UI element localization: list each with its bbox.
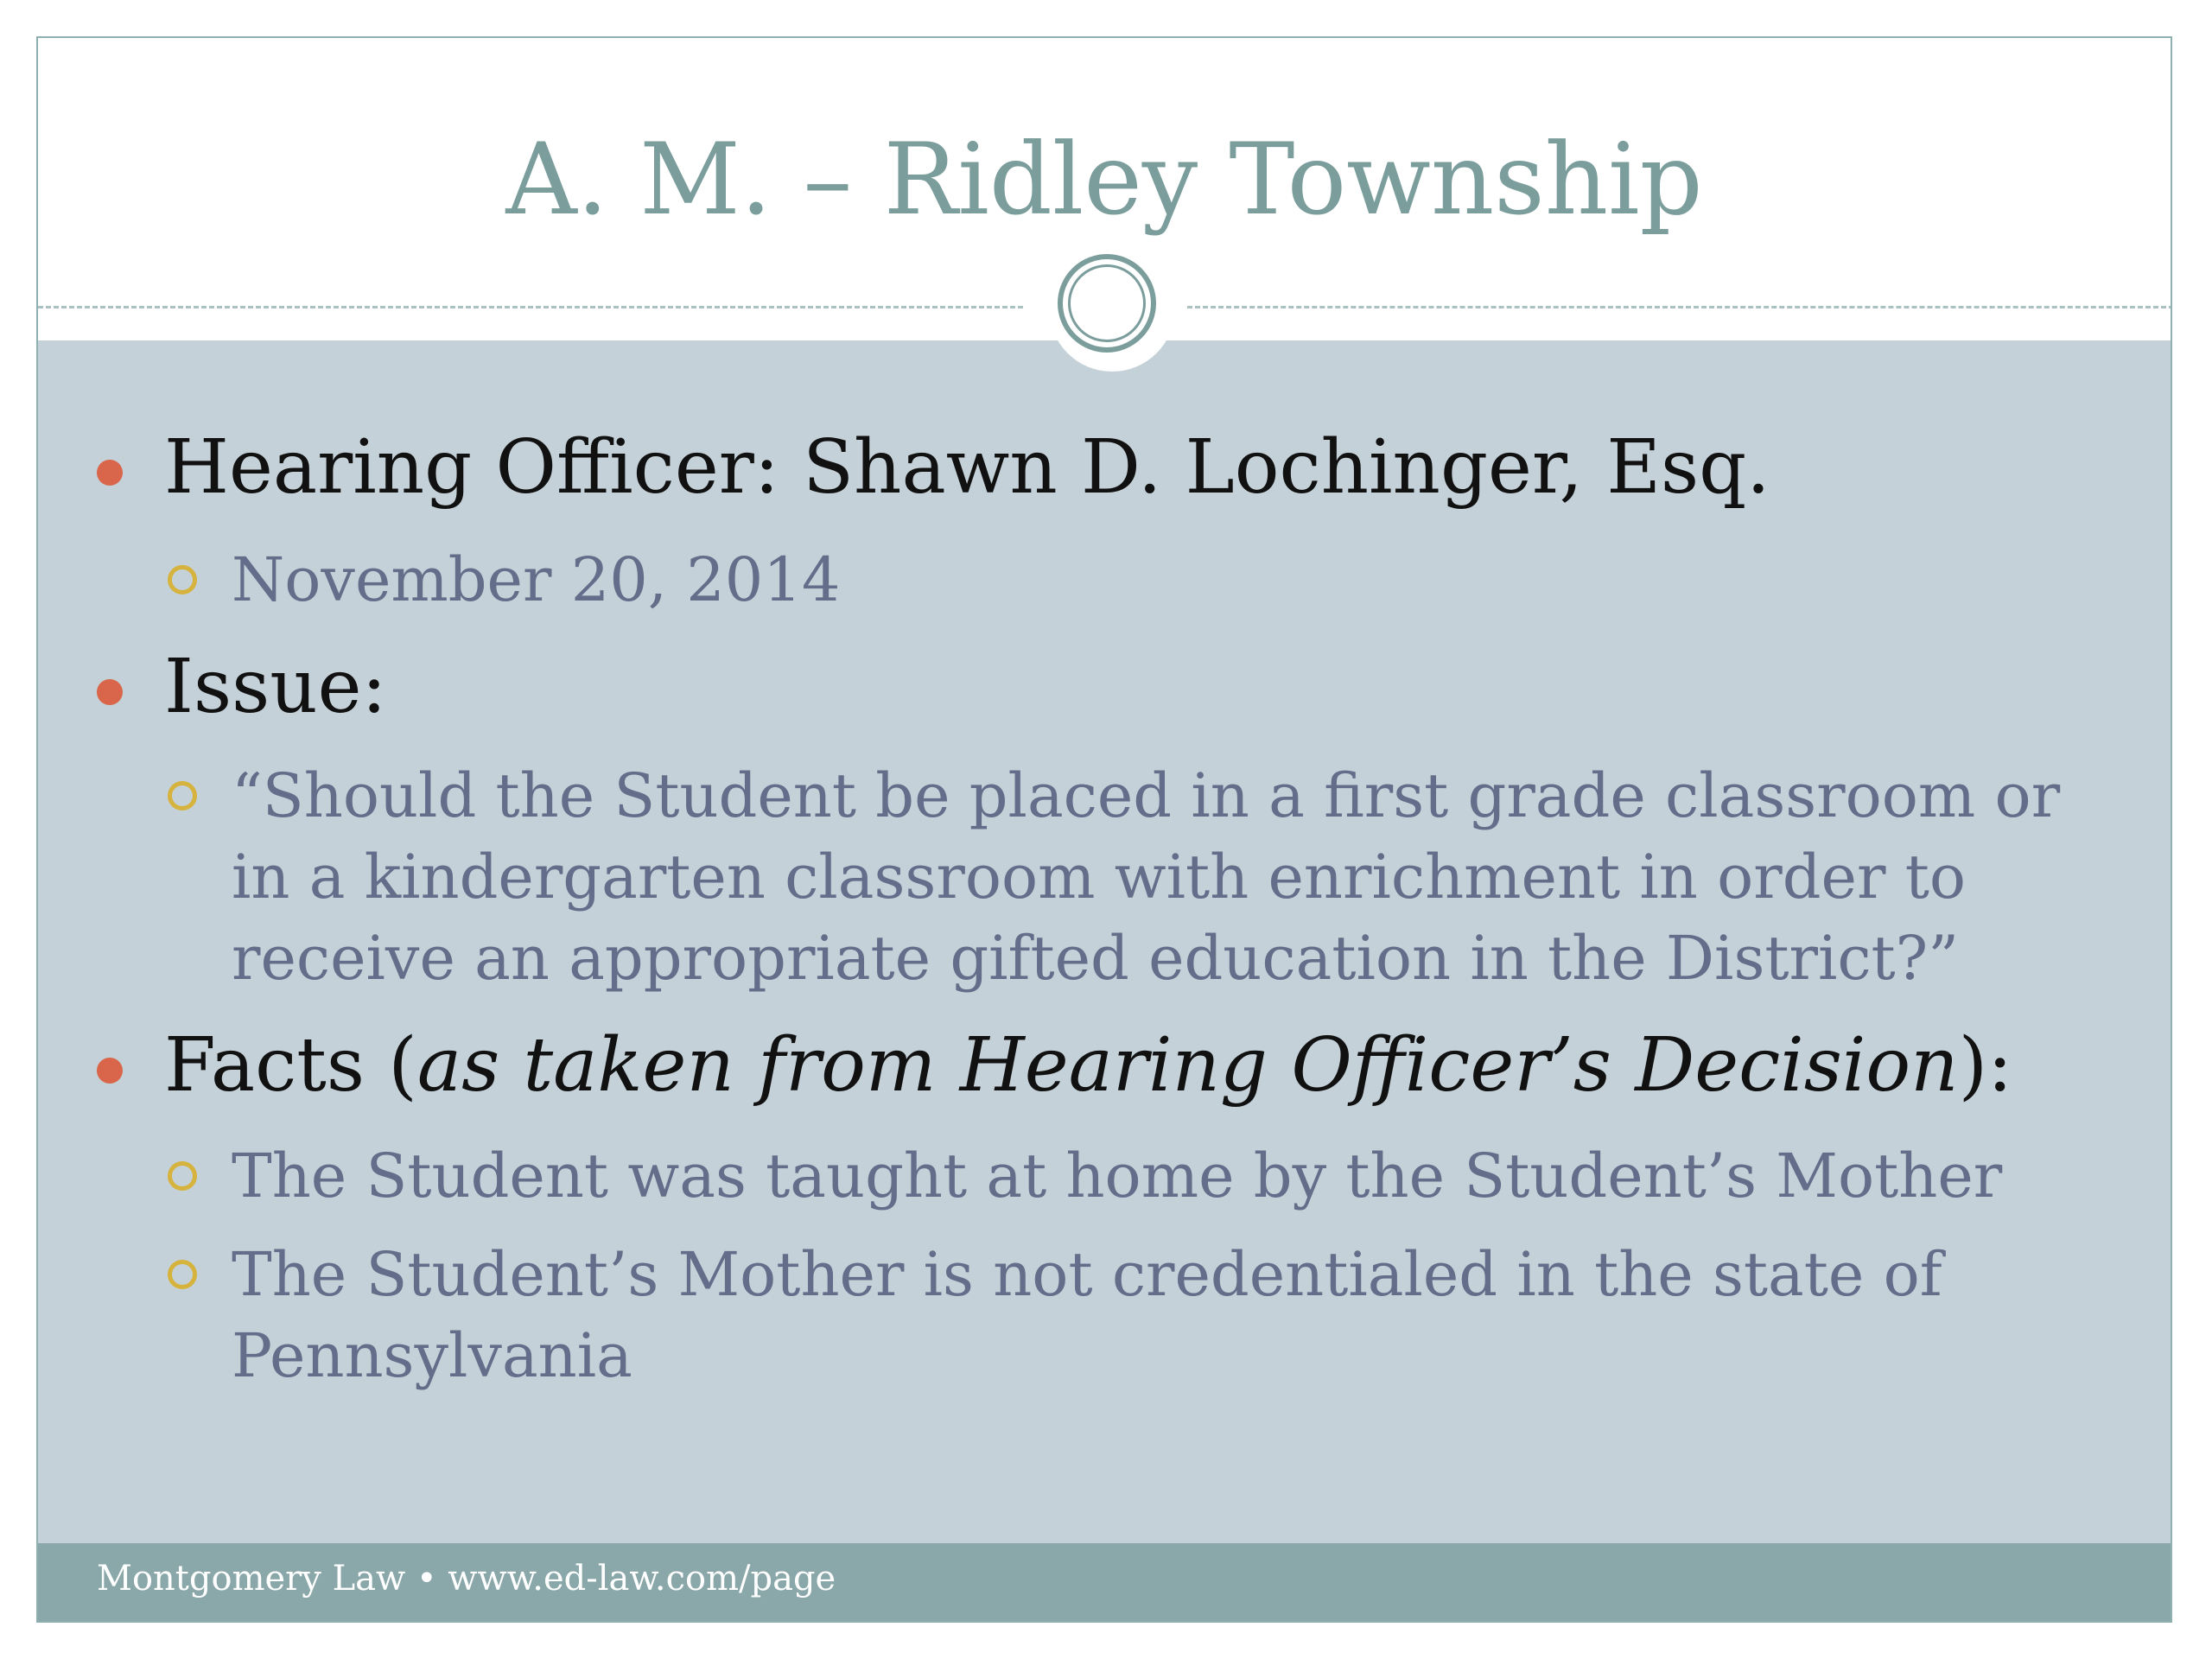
bullet-text-prefix: Facts ( bbox=[164, 1022, 417, 1109]
sub-bullet-text: The Student was taught at home by the Student’s Mother bbox=[232, 1141, 2003, 1211]
slide bbox=[36, 36, 2172, 1623]
sub-bullet-fact-1 bbox=[232, 1135, 2133, 1217]
sub-bullet-ring-icon bbox=[168, 1260, 197, 1289]
sub-bullet-issue-question bbox=[232, 755, 2133, 999]
bullet-facts bbox=[164, 1022, 2013, 1109]
header-divider-left bbox=[38, 306, 1023, 308]
footer-text: Montgomery Law • www.ed-law.com/page bbox=[97, 1559, 836, 1599]
bullet-dot-icon bbox=[97, 1058, 123, 1084]
bullet-dot-icon bbox=[97, 460, 123, 486]
sub-bullet-ring-icon bbox=[168, 1161, 197, 1191]
bullet-text-suffix: ): bbox=[1958, 1022, 2013, 1109]
sub-bullet-text: November 20, 2014 bbox=[232, 544, 841, 615]
slide-footer bbox=[38, 1543, 2171, 1621]
bullet-text: Hearing Officer: Shawn D. Lochinger, Esq. bbox=[164, 424, 1770, 511]
sub-bullet-ring-icon bbox=[168, 781, 197, 810]
sub-bullet-ring-icon bbox=[168, 565, 197, 594]
bullet-text-italic: as taken from Hearing Officer’s Decision bbox=[416, 1022, 1959, 1109]
sub-bullet-date bbox=[232, 539, 2133, 620]
sub-bullet-fact-2 bbox=[232, 1234, 2003, 1396]
sub-bullet-text: The Student’s Mother is not credentialed in the state of Pennsylvania bbox=[232, 1239, 1942, 1391]
header-divider-right bbox=[1187, 306, 2172, 308]
sub-bullet-text: “Should the Student be placed in a first grade classroom or in a kindergarten classroom with enrichment in order to receive an appropriate gifted education in the District?” bbox=[232, 760, 2061, 994]
bullet-issue bbox=[164, 646, 387, 728]
bullet-text: Issue: bbox=[164, 644, 387, 730]
circle-ornament-icon bbox=[1058, 254, 1156, 353]
bullet-hearing-officer bbox=[164, 424, 1770, 511]
bullet-dot-icon bbox=[97, 679, 123, 705]
slide-title: A. M. – Ridley Township bbox=[505, 122, 1703, 237]
